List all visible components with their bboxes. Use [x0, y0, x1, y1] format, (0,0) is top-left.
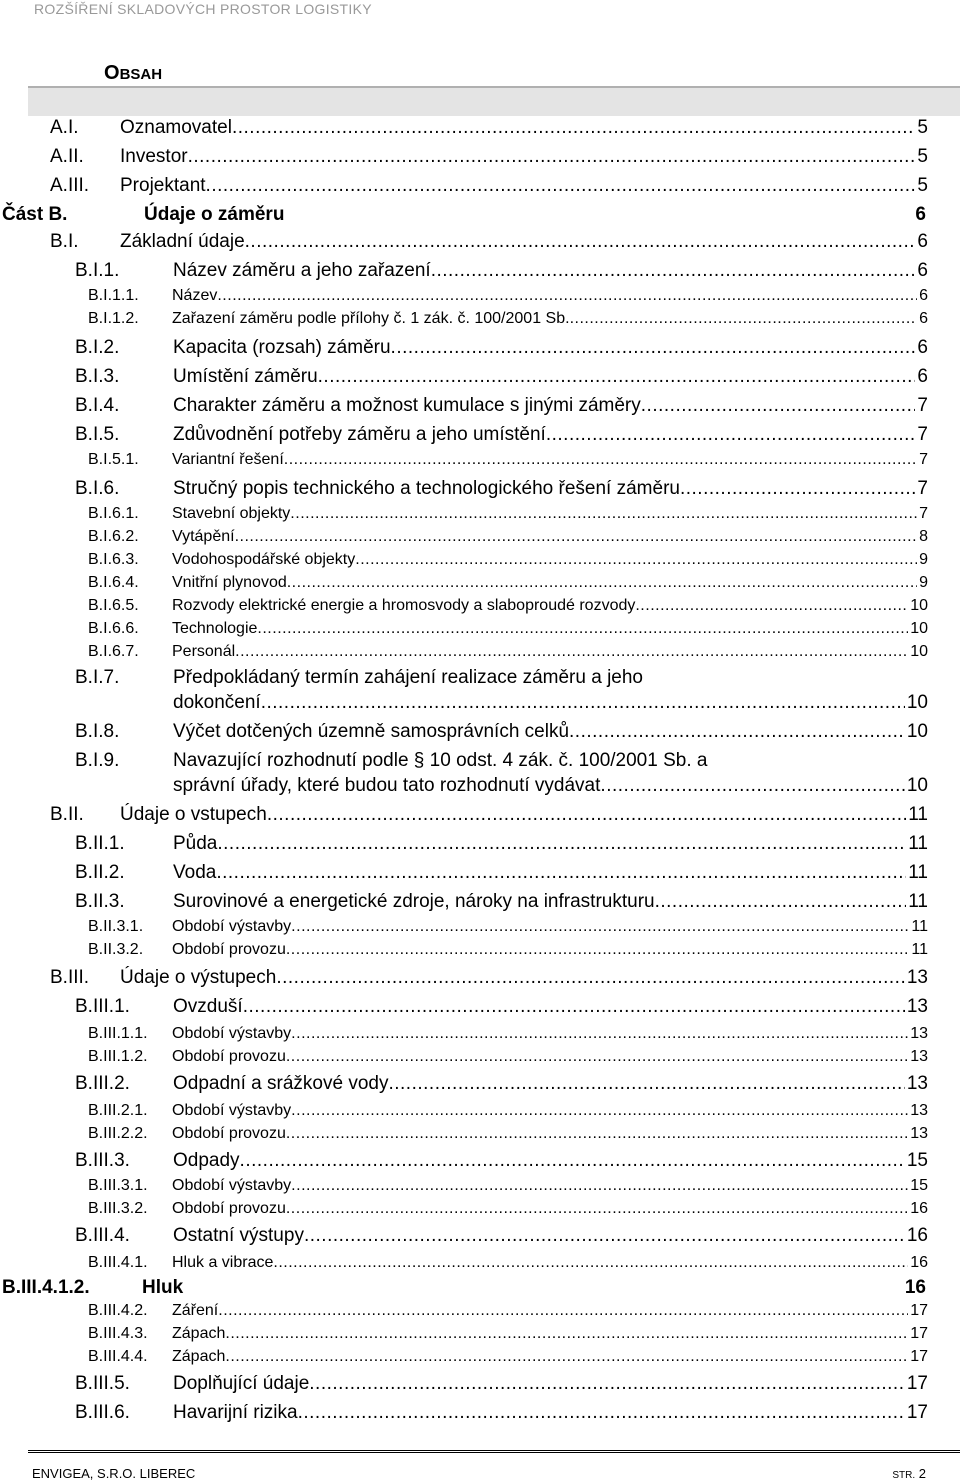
toc-dot-leader	[286, 1125, 908, 1143]
toc-entry[interactable]	[75, 1373, 928, 1395]
toc-entry-title: Období provozu	[172, 1048, 286, 1065]
toc-entry-page: 17	[906, 1402, 928, 1423]
toc-entry[interactable]	[75, 1402, 928, 1424]
toc-entry-page: 7	[917, 395, 928, 416]
toc-entry-number: B.III.1.2.	[88, 1048, 148, 1065]
toc-dot-leader	[218, 1302, 908, 1320]
footer-page	[892, 1466, 926, 1481]
toc-entry-page: 16	[910, 1200, 928, 1217]
toc-entry-number: B.I.3.	[75, 366, 120, 387]
toc-dot-leader	[232, 117, 915, 139]
toc-entry-title: Hluk a vibrace	[172, 1254, 274, 1271]
toc-entry-number: B.I.6.5.	[88, 597, 139, 614]
toc-entry-number: B.I.1.	[75, 260, 120, 281]
toc-entry-page: 15	[906, 1150, 928, 1171]
toc-entry[interactable]	[88, 620, 928, 638]
toc-entry[interactable]	[88, 1177, 928, 1195]
toc-entry-page: 7	[917, 424, 928, 445]
toc-entry-number: B.I.4.	[75, 395, 120, 416]
toc-entry[interactable]	[75, 721, 928, 743]
toc-entry-number: B.I.7.	[75, 667, 120, 688]
toc-entry-title: Surovinové a energetické zdroje, nároky na infrastrukturu	[173, 891, 655, 912]
toc-entry-title: Kapacita (rozsah) záměru	[173, 337, 391, 358]
toc-entry-page: 17	[910, 1325, 928, 1342]
toc-entry-page: 16	[904, 1277, 926, 1298]
toc-entry[interactable]	[50, 231, 928, 253]
toc-entry[interactable]	[88, 1325, 928, 1343]
toc-dot-leader	[298, 1402, 905, 1424]
toc-entry-title: Základní údaje	[120, 231, 245, 252]
toc-entry-continuation[interactable]	[173, 692, 928, 714]
toc-dot-leader	[257, 620, 908, 638]
toc-entry-page: 5	[917, 146, 928, 167]
toc-entry-title: Odpadní a srážkové vody	[173, 1073, 389, 1094]
toc-entry-title: Název	[172, 287, 218, 304]
toc-entry-number: B.I.6.3.	[88, 551, 139, 568]
toc-dot-leader	[243, 996, 905, 1018]
toc-entry-number: A.III.	[50, 175, 90, 196]
toc-entry[interactable]	[88, 1302, 928, 1320]
toc-dot-leader	[291, 1177, 908, 1195]
toc-entry[interactable]	[88, 505, 928, 523]
toc-dot-leader	[206, 175, 916, 197]
toc-entry-number: A.I.	[50, 117, 79, 138]
toc-entry[interactable]	[75, 833, 928, 855]
toc-entry-line[interactable]	[75, 667, 928, 689]
toc-entry-page: 13	[910, 1025, 928, 1042]
toc-entry-page: 6	[917, 337, 928, 358]
toc-dot-leader	[267, 804, 906, 826]
toc-dot-leader	[273, 1254, 908, 1272]
toc-dot-leader	[309, 1373, 905, 1395]
toc-entry-continuation[interactable]	[173, 775, 928, 797]
toc-dot-leader	[570, 310, 918, 328]
contents-title-initial: O	[104, 62, 120, 84]
toc-entry[interactable]	[75, 260, 928, 282]
toc-dot-leader	[641, 395, 916, 417]
toc-dot-leader	[284, 451, 917, 469]
toc-entry-page: 5	[917, 117, 928, 138]
toc-entry-title: Údaje o výstupech	[120, 967, 277, 988]
toc-dot-leader	[291, 1025, 908, 1043]
toc-entry-page: 13	[906, 996, 928, 1017]
toc-dot-leader	[216, 862, 906, 884]
toc-entry-title: Charakter záměru a možnost kumulace s jinými záměry	[173, 395, 641, 416]
toc-entry-title: Období výstavby	[172, 918, 292, 935]
toc-dot-leader	[245, 231, 916, 253]
toc-entry[interactable]	[88, 1348, 928, 1366]
toc-entry[interactable]	[88, 1254, 928, 1272]
toc-entry-number: B.I.6.2.	[88, 528, 139, 545]
toc-entry-title: Půda	[173, 833, 218, 854]
toc-dot-leader	[546, 424, 916, 446]
toc-entry-title: Zdůvodnění potřeby záměru a jeho umístění	[173, 424, 546, 445]
toc-entry-page: 7	[919, 505, 928, 522]
toc-entry-page: 6	[917, 366, 928, 387]
toc-entry-title: Doplňující údaje	[173, 1373, 310, 1394]
toc-entry-number: B.II.2.	[75, 862, 125, 883]
toc-dot-leader	[680, 478, 915, 500]
toc-entry-title: Odpady	[173, 1150, 240, 1171]
toc-entry-title: Vodohospodářské objekty	[172, 551, 356, 568]
toc-entry-page: 11	[908, 833, 928, 854]
toc-entry-title: Ovzduší	[173, 996, 243, 1017]
toc-entry[interactable]	[75, 395, 928, 417]
toc-entry-title: Navazující rozhodnutí podle § 10 odst. 4 zák. č. 100/2001 Sb. a	[173, 750, 708, 771]
toc-entry[interactable]	[75, 996, 928, 1018]
toc-entry[interactable]	[88, 1025, 928, 1043]
footer-page-number: 2	[918, 1466, 926, 1481]
toc-dot-leader	[276, 967, 905, 989]
toc-entry[interactable]	[88, 1048, 928, 1066]
toc-heading[interactable]	[2, 204, 926, 226]
toc-dot-leader	[291, 918, 909, 936]
toc-entry-number: B.III.4.2.	[88, 1302, 148, 1319]
toc-entry-page: 13	[906, 967, 928, 988]
toc-entry-title: Stavební objekty	[172, 505, 291, 522]
toc-entry-page: 11	[908, 891, 928, 912]
toc-entry-title: Havarijní rizika	[173, 1402, 298, 1423]
toc-entry-number: B.III.4.1.2.	[2, 1277, 90, 1298]
toc-entry-page: 6	[917, 231, 928, 252]
toc-entry-page: 13	[910, 1048, 928, 1065]
toc-dot-leader	[217, 833, 906, 855]
footer-company: ENVIGEA, S.R.O. LIBEREC	[32, 1466, 196, 1481]
toc-entry-title: Technologie	[172, 620, 258, 637]
toc-dot-leader	[431, 260, 916, 282]
toc-entry[interactable]	[50, 117, 928, 139]
toc-dot-leader	[225, 1348, 908, 1366]
toc-dot-leader	[240, 1150, 905, 1172]
toc-entry-title: Údaje o záměru	[144, 204, 285, 225]
toc-entry[interactable]	[75, 1073, 928, 1095]
toc-entry-page: 7	[919, 451, 928, 468]
toc-dot-leader	[388, 1073, 904, 1095]
running-header: ROZŠÍŘENÍ SKLADOVÝCH PROSTOR LOGISTIKY	[34, 1, 372, 17]
toc-entry-page: 6	[917, 260, 928, 281]
toc-dot-leader	[188, 146, 916, 168]
toc-entry-title: Zápach	[172, 1348, 226, 1365]
toc-entry[interactable]	[88, 310, 928, 328]
toc-entry-number: B.I.2.	[75, 337, 120, 358]
toc-dot-leader	[304, 1225, 905, 1247]
toc-entry-page: 10	[906, 721, 928, 742]
toc-entry-number: B.II.3.2.	[88, 941, 144, 958]
toc-entry-page: 6	[919, 287, 928, 304]
toc-dot-leader	[355, 551, 917, 569]
toc-entry-number: B.III.	[50, 967, 90, 988]
toc-entry-title: Výčet dotčených územně samosprávních celků	[173, 721, 570, 742]
toc-dot-leader	[286, 941, 910, 959]
toc-entry-title-continued: dokončení	[173, 692, 261, 713]
toc-entry-number: B.II.	[50, 804, 84, 825]
toc-entry[interactable]	[88, 451, 928, 469]
toc-entry[interactable]	[88, 597, 928, 615]
toc-entry-number: B.III.2.2.	[88, 1125, 148, 1142]
toc-entry-number: B.I.1.1.	[88, 287, 139, 304]
toc-entry[interactable]	[75, 862, 928, 884]
toc-entry-title: Období výstavby	[172, 1025, 292, 1042]
toc-entry-line[interactable]	[75, 750, 928, 772]
toc-entry-number: B.I.	[50, 231, 79, 252]
toc-entry-page: 13	[906, 1073, 928, 1094]
toc-entry-page: 10	[910, 597, 928, 614]
toc-dot-leader	[286, 1048, 908, 1066]
toc-entry-number: B.I.9.	[75, 750, 120, 771]
toc-entry[interactable]	[50, 804, 928, 826]
toc-entry-page: 6	[915, 204, 926, 225]
toc-entry-title: Voda	[173, 862, 217, 883]
toc-entry-number: B.I.1.2.	[88, 310, 139, 327]
toc-entry-number: B.III.4.4.	[88, 1348, 148, 1365]
toc-entry-title: Údaje o vstupech	[120, 804, 267, 825]
toc-entry-number: B.I.6.1.	[88, 505, 139, 522]
toc-dot-leader	[286, 1200, 908, 1218]
toc-entry-title: Umístění záměru	[173, 366, 318, 387]
toc-dot-leader	[635, 597, 908, 615]
toc-entry-page: 5	[917, 175, 928, 196]
toc-entry-title: Rozvody elektrické energie a hromosvody a slaboproudé rozvody	[172, 597, 636, 614]
toc-entry[interactable]	[88, 1125, 928, 1143]
toc-entry-number: B.I.6.6.	[88, 620, 139, 637]
toc-entry-page: 16	[906, 1225, 928, 1246]
toc-entry-number: B.III.2.1.	[88, 1102, 148, 1119]
toc-entry-page: 6	[919, 310, 928, 327]
toc-entry[interactable]	[88, 528, 928, 546]
footer-rule	[28, 1450, 960, 1453]
toc-entry[interactable]	[75, 366, 928, 388]
toc-entry-page: 7	[917, 478, 928, 499]
toc-entry-page: 13	[910, 1102, 928, 1119]
toc-entry-page: 10	[906, 775, 928, 796]
toc-entry-page: 11	[911, 941, 928, 958]
toc-entry-page: 17	[910, 1348, 928, 1365]
toc-entry-title: Zápach	[172, 1325, 226, 1342]
toc-dot-leader	[600, 775, 904, 797]
toc-entry-page: 15	[910, 1177, 928, 1194]
toc-dot-leader	[318, 366, 916, 388]
toc-entry-number: B.I.6.4.	[88, 574, 139, 591]
toc-entry-title: Oznamovatel	[120, 117, 232, 138]
toc-entry-number: B.III.2.	[75, 1073, 130, 1094]
toc-entry[interactable]	[75, 424, 928, 446]
toc-entry[interactable]	[75, 891, 928, 913]
toc-entry-page: 9	[919, 551, 928, 568]
toc-entry[interactable]	[75, 1150, 928, 1172]
toc-entry-page: 17	[906, 1373, 928, 1394]
toc-entry-page: 11	[908, 804, 928, 825]
toc-entry[interactable]	[88, 574, 928, 592]
contents-title-rest: BSAH	[119, 66, 163, 83]
toc-dot-leader	[391, 337, 916, 359]
toc-entry-page: 11	[911, 918, 928, 935]
toc-entry[interactable]	[88, 643, 928, 661]
toc-dot-leader	[287, 574, 917, 592]
toc-entry-title: Období provozu	[172, 1125, 286, 1142]
toc-entry-number: B.II.3.1.	[88, 918, 144, 935]
toc-entry-title: Období výstavby	[172, 1102, 292, 1119]
toc-dot-leader	[235, 643, 908, 661]
toc-entry[interactable]	[88, 941, 928, 959]
toc-entry-number: B.III.1.	[75, 996, 130, 1017]
toc-entry-number: B.I.6.7.	[88, 643, 139, 660]
toc-entry-title: Vnitřní plynovod	[172, 574, 287, 591]
toc-entry[interactable]	[88, 1200, 928, 1218]
toc-entry[interactable]	[75, 478, 928, 500]
toc-entry-number: B.III.1.1.	[88, 1025, 148, 1042]
toc-entry[interactable]	[88, 551, 928, 569]
toc-entry-page: 16	[910, 1254, 928, 1271]
toc-entry-title: Variantní řešení	[172, 451, 284, 468]
toc-entry-number: B.III.5.	[75, 1373, 130, 1394]
toc-entry-number: B.III.3.	[75, 1150, 130, 1171]
toc-entry[interactable]	[50, 967, 928, 989]
toc-entry-number: B.II.3.	[75, 891, 125, 912]
toc-entry-page: 10	[910, 620, 928, 637]
toc-entry-number: B.II.1.	[75, 833, 125, 854]
toc-entry-number: B.III.4.3.	[88, 1325, 148, 1342]
toc-entry-title: Období provozu	[172, 941, 286, 958]
toc-entry-title: Předpokládaný termín zahájení realizace záměru a jeho	[173, 667, 643, 688]
toc-dot-leader	[235, 528, 918, 546]
toc-dot-leader	[217, 287, 917, 305]
toc-entry-title: Stručný popis technického a technologického řešení záměru	[173, 478, 680, 499]
toc-entry[interactable]	[75, 1225, 928, 1247]
toc-entry-title: Název záměru a jeho zařazení	[173, 260, 431, 281]
toc-entry-number: Část B.	[2, 204, 68, 225]
toc-entry-number: B.III.3.1.	[88, 1177, 148, 1194]
toc-dot-leader	[261, 692, 905, 714]
toc-entry-title: Období výstavby	[172, 1177, 292, 1194]
toc-entry-title: Vytápění	[172, 528, 235, 545]
toc-entry-page: 13	[910, 1125, 928, 1142]
toc-entry-title-continued: správní úřady, které budou tato rozhodnutí vydávat	[173, 775, 601, 796]
toc-entry-title: Záření	[172, 1302, 219, 1319]
toc-entry-title: Zařazení záměru podle přílohy č. 1 zák. č. 100/2001 Sb.	[172, 310, 570, 327]
toc-entry-page: 11	[908, 862, 928, 883]
toc-entry[interactable]	[88, 918, 928, 936]
toc-dot-leader	[290, 505, 917, 523]
toc-entry-number: B.III.3.2.	[88, 1200, 148, 1217]
toc-entry-number: B.III.6.	[75, 1402, 130, 1423]
toc-entry-title: Hluk	[142, 1277, 184, 1298]
toc-dot-leader	[655, 891, 907, 913]
toc-entry[interactable]	[50, 146, 928, 168]
toc-entry-title: Ostatní výstupy	[173, 1225, 304, 1246]
toc-entry-page: 17	[910, 1302, 928, 1319]
toc-entry-page: 9	[919, 574, 928, 591]
toc-entry-number: B.I.5.	[75, 424, 120, 445]
toc-entry-number: A.II.	[50, 146, 84, 167]
toc-entry-number: B.I.6.	[75, 478, 120, 499]
toc-dot-leader	[569, 721, 905, 743]
toc-entry-title: Období provozu	[172, 1200, 286, 1217]
toc-entry-number: B.I.5.1.	[88, 451, 139, 468]
toc-entry[interactable]	[75, 337, 928, 359]
toc-entry-number: B.III.4.1.	[88, 1254, 148, 1271]
toc-dot-leader	[225, 1325, 908, 1343]
toc-entry-page: 10	[910, 643, 928, 660]
toc-entry-title: Investor	[120, 146, 188, 167]
toc-entry-title: Personál	[172, 643, 236, 660]
toc-entry-number: B.I.8.	[75, 721, 120, 742]
toc-dot-leader	[291, 1102, 908, 1120]
toc-entry-number: B.III.4.	[75, 1225, 130, 1246]
toc-entry[interactable]	[88, 1102, 928, 1120]
toc-entry[interactable]	[50, 175, 928, 197]
toc-entry-title: Projektant	[120, 175, 206, 196]
toc-entry[interactable]	[88, 287, 928, 305]
toc-heading[interactable]	[2, 1277, 926, 1299]
toc-entry-page: 8	[919, 528, 928, 545]
toc-entry-page: 10	[906, 692, 928, 713]
footer-page-label: STR.	[892, 1470, 916, 1481]
